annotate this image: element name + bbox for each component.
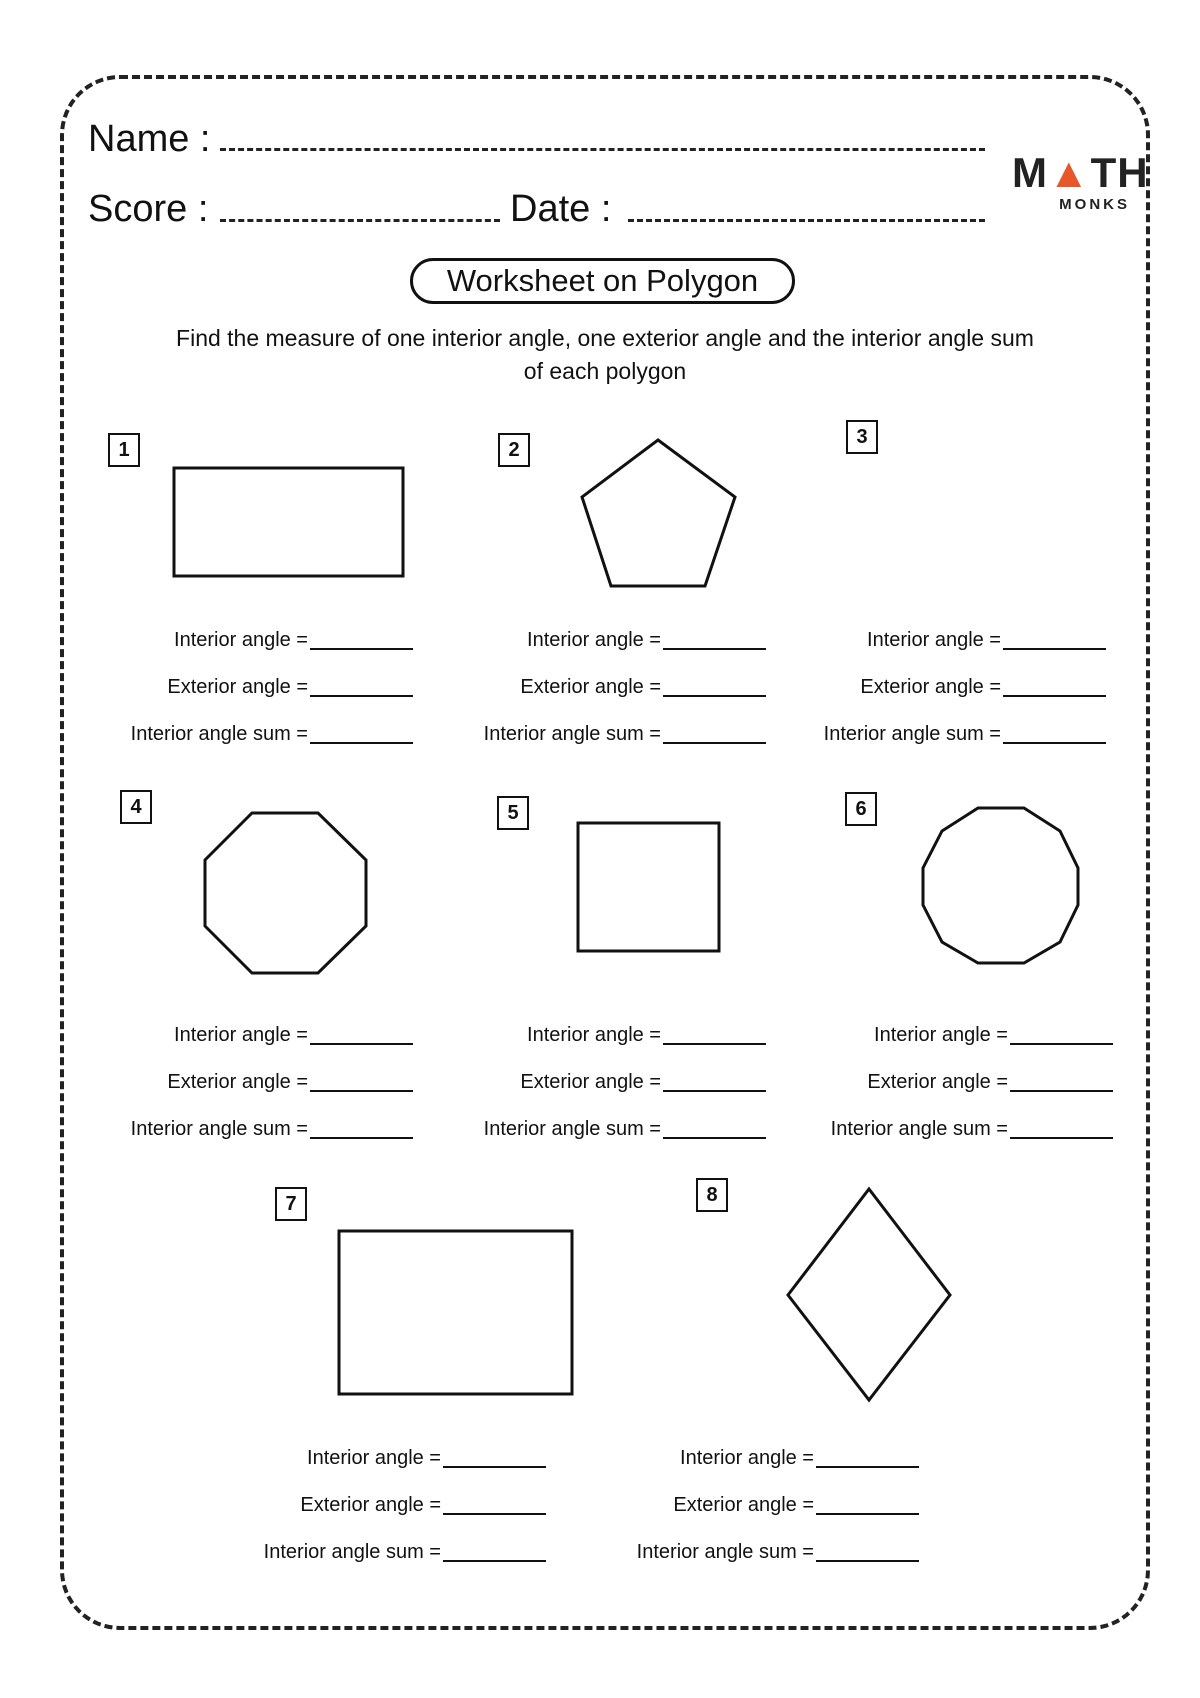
p7-sum-row: Interior angle sum = — [233, 1539, 546, 1565]
p5-sum-blank[interactable] — [663, 1137, 766, 1139]
p3-sum-blank[interactable] — [1003, 742, 1106, 744]
problem-number-7: 7 — [275, 1187, 307, 1221]
p1-interior-blank[interactable] — [310, 648, 413, 650]
problem-number-2: 2 — [498, 433, 530, 467]
p6-exterior-blank[interactable] — [1010, 1090, 1113, 1092]
p1-sum-blank[interactable] — [310, 742, 413, 744]
logo-triangle-icon: ▲ — [1048, 149, 1091, 196]
p6-interior-blank[interactable] — [1010, 1043, 1113, 1045]
p8-interior-row: Interior angle = — [606, 1445, 919, 1471]
p7-exterior-blank[interactable] — [443, 1513, 546, 1515]
p8-sum-blank[interactable] — [816, 1560, 919, 1562]
p6-interior-row: Interior angle = — [800, 1022, 1113, 1048]
problem-number-4: 4 — [120, 790, 152, 824]
p4-sum-row: Interior angle sum = — [100, 1116, 413, 1142]
p8-exterior-row: Exterior angle = — [606, 1492, 919, 1518]
logo-monks-text: MONKS — [1059, 196, 1130, 213]
p7-sum-blank[interactable] — [443, 1560, 546, 1562]
p7-interior-row: Interior angle = — [233, 1445, 546, 1471]
problem-number-6: 6 — [845, 792, 877, 826]
rhombus-shape-8 — [788, 1189, 950, 1400]
p5-exterior-blank[interactable] — [663, 1090, 766, 1092]
instruction-text: Find the measure of one interior angle, one exterior angle and the interior angle sum of each polygon — [176, 325, 1034, 384]
p6-sum-blank[interactable] — [1010, 1137, 1113, 1139]
p1-sum-row: Interior angle sum = — [100, 721, 413, 747]
p8-sum-row: Interior angle sum = — [606, 1539, 919, 1565]
rectangle-shape-7 — [339, 1231, 572, 1394]
p4-sum-blank[interactable] — [310, 1137, 413, 1139]
p5-interior-row: Interior angle = — [453, 1022, 766, 1048]
octagon-shape-4 — [205, 813, 366, 973]
p5-exterior-row: Exterior angle = — [453, 1069, 766, 1095]
problem-number-1: 1 — [108, 433, 140, 467]
logo-math-text: M▲TH — [1012, 149, 1149, 196]
p1-exterior-blank[interactable] — [310, 695, 413, 697]
p3-exterior-blank[interactable] — [1003, 695, 1106, 697]
p4-exterior-blank[interactable] — [310, 1090, 413, 1092]
p6-exterior-row: Exterior angle = — [800, 1069, 1113, 1095]
problem-number-8: 8 — [696, 1178, 728, 1212]
p2-interior-row: Interior angle = — [453, 627, 766, 653]
p2-sum-blank[interactable] — [663, 742, 766, 744]
p3-exterior-row: Exterior angle = — [793, 674, 1106, 700]
p2-exterior-row: Exterior angle = — [453, 674, 766, 700]
p4-interior-row: Interior angle = — [100, 1022, 413, 1048]
date-label: Date : — [510, 188, 612, 230]
name-label: Name : — [88, 118, 211, 160]
score-label: Score : — [88, 188, 209, 230]
p7-exterior-row: Exterior angle = — [233, 1492, 546, 1518]
p5-sum-row: Interior angle sum = — [453, 1116, 766, 1142]
rectangle-shape-1 — [174, 468, 403, 576]
p4-exterior-row: Exterior angle = — [100, 1069, 413, 1095]
p2-interior-blank[interactable] — [663, 648, 766, 650]
pentagon-shape-2 — [582, 440, 735, 586]
p5-interior-blank[interactable] — [663, 1043, 766, 1045]
p3-interior-row: Interior angle = — [793, 627, 1106, 653]
problem-number-3: 3 — [846, 420, 878, 454]
square-shape-5 — [578, 823, 719, 951]
p7-interior-blank[interactable] — [443, 1466, 546, 1468]
p4-interior-blank[interactable] — [310, 1043, 413, 1045]
p1-exterior-row: Exterior angle = — [100, 674, 413, 700]
worksheet-title: Worksheet on Polygon — [410, 258, 795, 304]
p1-interior-row: Interior angle = — [100, 627, 413, 653]
p8-exterior-blank[interactable] — [816, 1513, 919, 1515]
p8-interior-blank[interactable] — [816, 1466, 919, 1468]
p2-sum-row: Interior angle sum = — [453, 721, 766, 747]
p2-exterior-blank[interactable] — [663, 695, 766, 697]
problem-number-5: 5 — [497, 796, 529, 830]
p3-sum-row: Interior angle sum = — [793, 721, 1106, 747]
p6-sum-row: Interior angle sum = — [800, 1116, 1113, 1142]
p3-interior-blank[interactable] — [1003, 648, 1106, 650]
decagon-shape-6 — [923, 808, 1078, 963]
